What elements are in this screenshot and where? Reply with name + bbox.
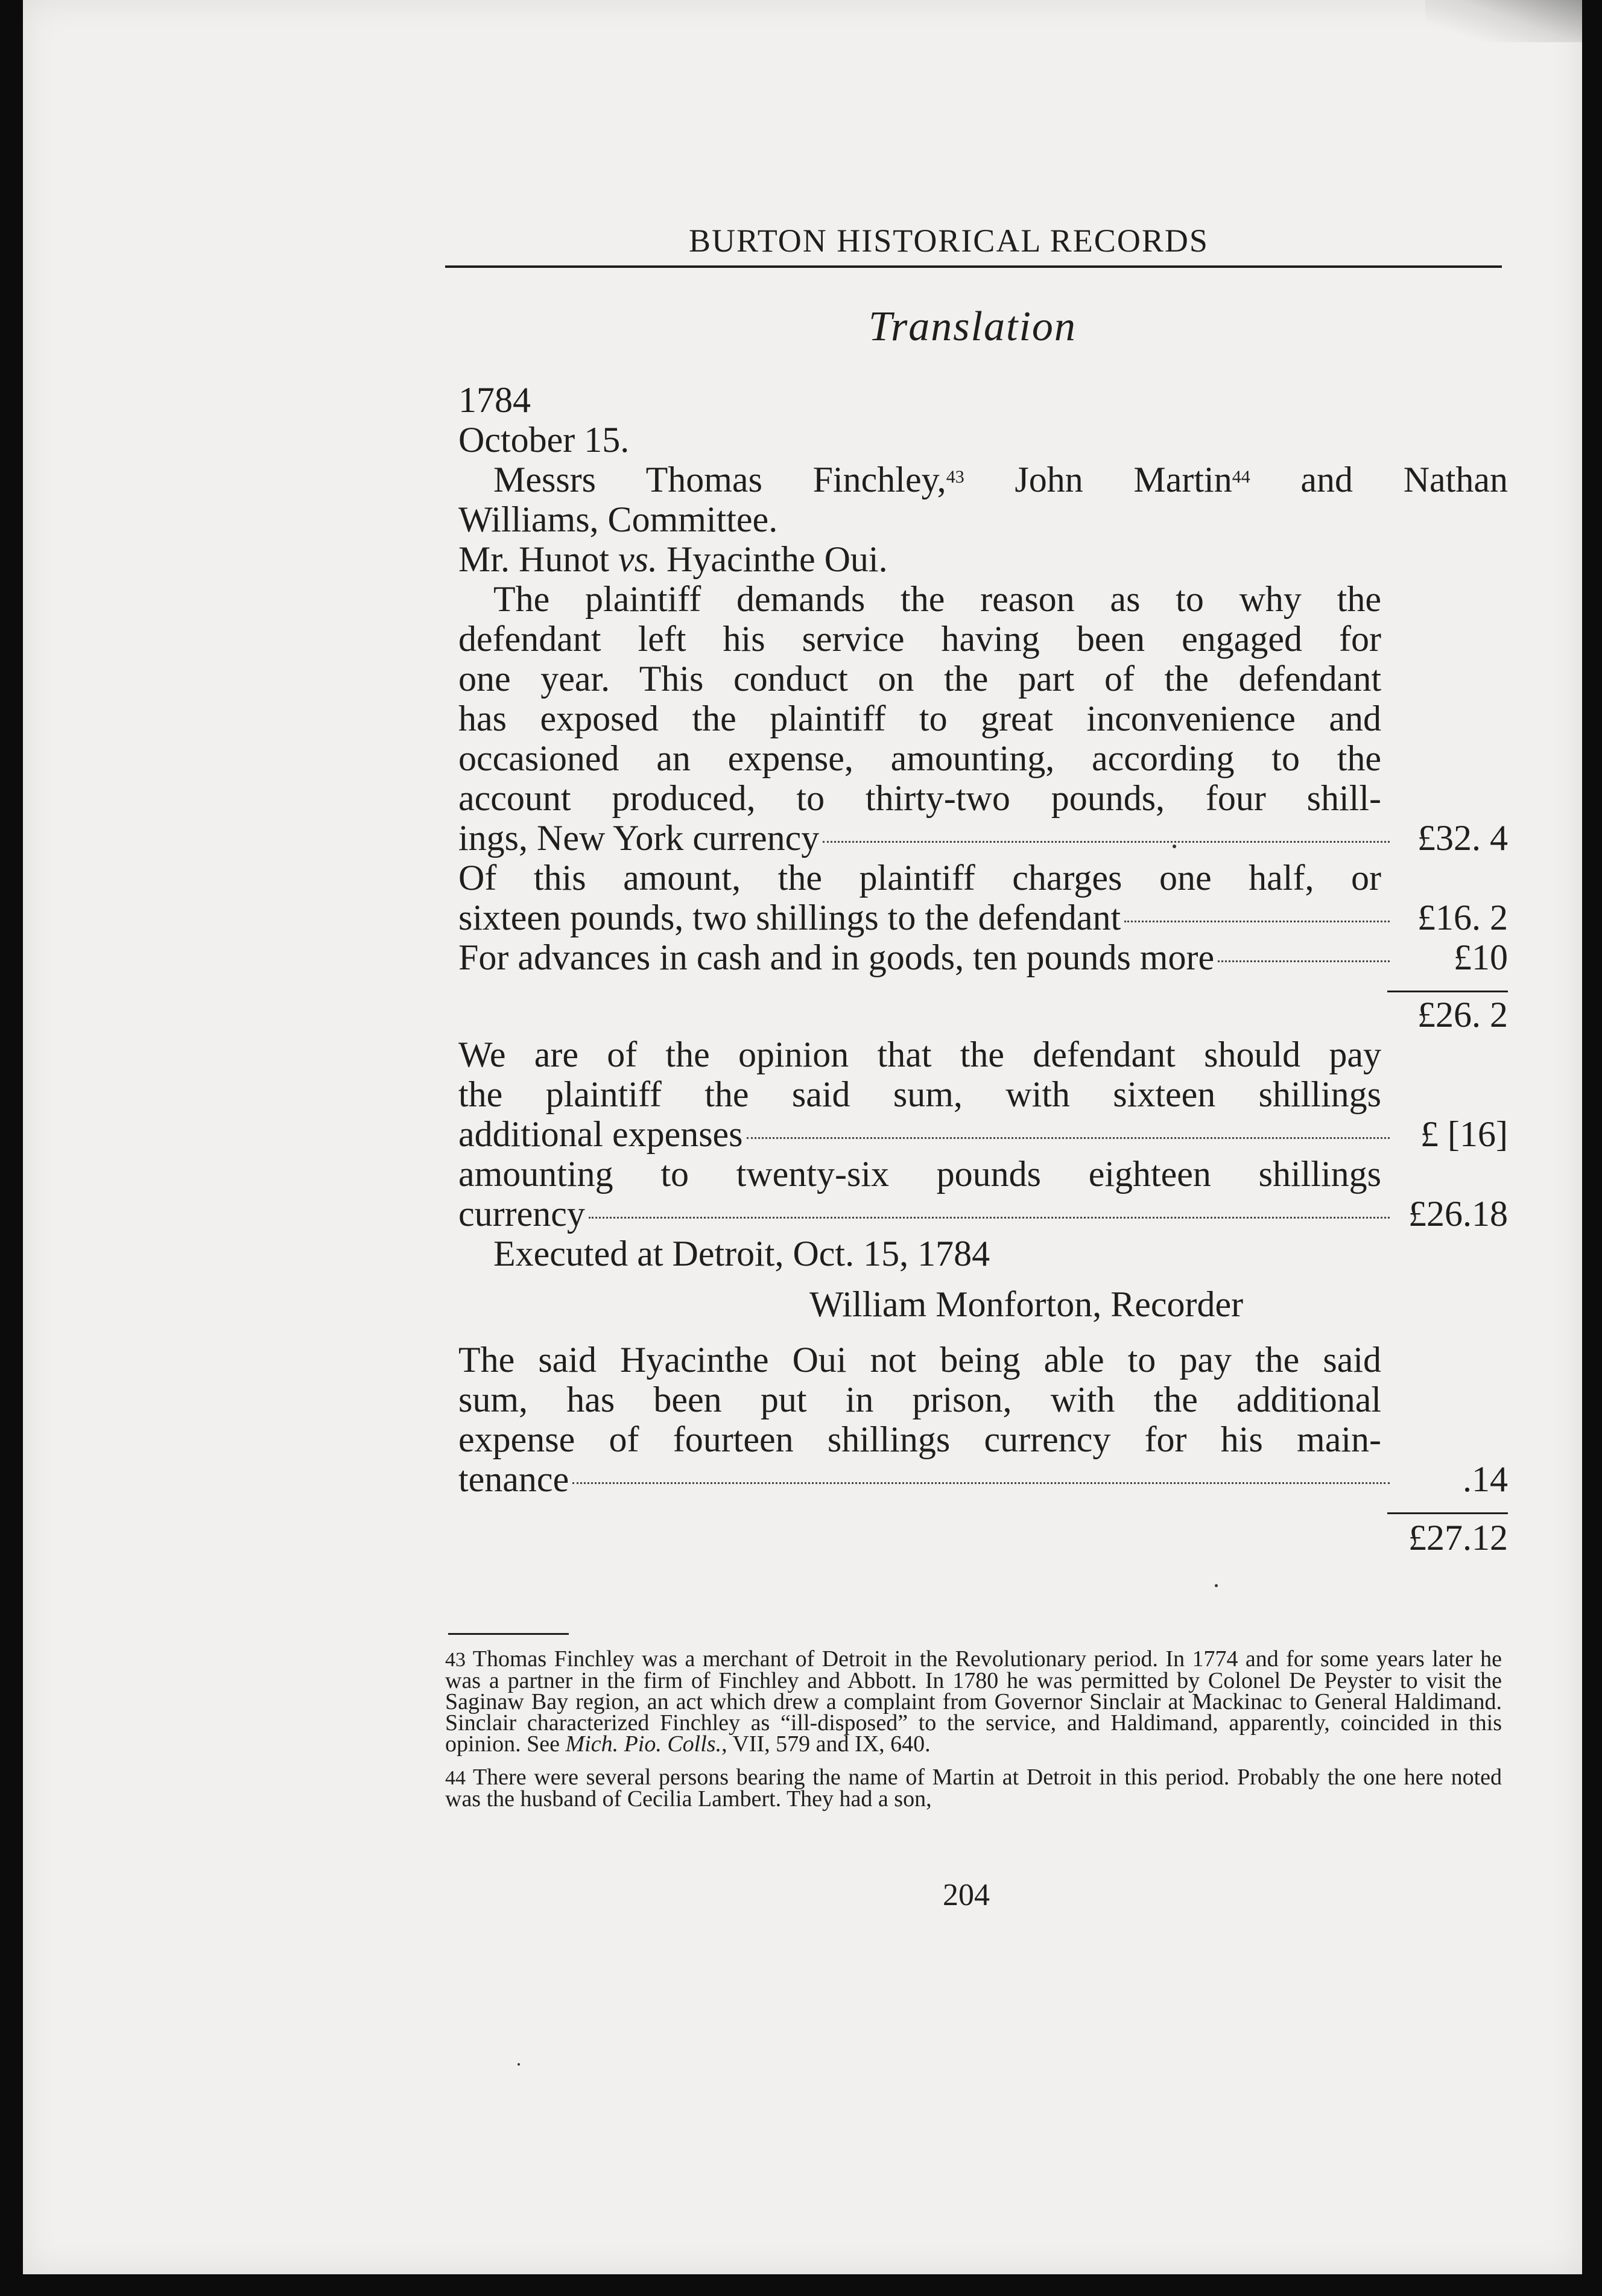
ledger-item	[458, 818, 1508, 858]
subtotal-amount: £26. 2	[1417, 995, 1508, 1035]
case-defendant: Hyacinthe Oui.	[657, 539, 888, 579]
ledger-item-amount: £32. 4	[1417, 818, 1508, 858]
footnote-ref-43: 43	[946, 467, 964, 487]
dot-leader	[572, 1482, 1390, 1484]
footnote-43	[445, 1646, 1502, 1757]
dot-leader	[589, 1217, 1390, 1219]
case-versus: vs.	[618, 539, 658, 579]
record-body	[458, 380, 1508, 1558]
dot-leader	[1124, 921, 1390, 922]
footnote-43-text: Thomas Finchley was a merchant of Detroit in the Revolutionary period. In 1774 and for some years later he was a partner in the firm of Finchley and Abbott. In 1780 he was permitted by Colonel De Peyster to visit the Saginaw Bay region, an act which drew a complaint from Governor Sinclair at Mackinac to General Haldimand. Sinclair characterized Finchley as “ill-disposed” to the service, and Haldimand, apparently, coincided in this opinion. See	[445, 1646, 1502, 1757]
paper-speck	[518, 2063, 520, 2066]
committee-text-c: and Nathan	[1250, 460, 1508, 499]
half-line: Of this amount, the plaintiff charges one half, or	[458, 858, 1381, 898]
para1-line: one year. This conduct on the part of the defendant	[458, 659, 1381, 699]
paper-speck	[1215, 1584, 1218, 1587]
footnote-44-text: There were several persons bearing the name of Martin at Detroit in this period. Probably the one here noted was the husband of Cecilia Lambert. They had a son,	[445, 1765, 1502, 1812]
entry-year: 1784	[458, 380, 531, 420]
total-amount: £27.12	[1408, 1518, 1508, 1558]
recorder-signature: William Monforton, Recorder	[809, 1284, 1244, 1324]
ledger-item-text: ings, New York currency	[458, 818, 820, 858]
amounting-line: amounting to twenty-six pounds eighteen shillings	[458, 1154, 1381, 1194]
footnote-rule	[448, 1633, 569, 1635]
subtotal-rule	[1387, 991, 1508, 992]
dot-leader	[823, 841, 1390, 843]
case-line	[458, 539, 1508, 579]
dot-leader	[747, 1137, 1390, 1139]
para1-line: occasioned an expense, amounting, according to the	[458, 738, 1381, 778]
footnote-ref-44: 44	[1232, 467, 1250, 487]
para1-line: has exposed the plaintiff to great inconvenience and	[458, 699, 1381, 738]
page-number: 204	[943, 1878, 990, 1912]
opinion-line: the plaintiff the said sum, with sixteen shillings	[458, 1074, 1381, 1114]
ledger-item	[458, 1194, 1508, 1234]
para1-line: The plaintiff demands the reason as to why the	[493, 579, 1381, 619]
footnote-43-text-end: , VII, 579 and IX, 640.	[721, 1731, 931, 1757]
ledger-item-amount: £10	[1454, 937, 1508, 977]
footnotes	[445, 1646, 1502, 1812]
opinion-line: We are of the opinion that the defendant should pay	[458, 1035, 1381, 1074]
ledger-item-amount: £ [16]	[1420, 1114, 1508, 1154]
section-title: Translation	[869, 303, 1077, 350]
executed-line: Executed at Detroit, Oct. 15, 1784	[493, 1234, 990, 1273]
ledger-item	[458, 1114, 1508, 1154]
ledger-item-text: additional expenses	[458, 1114, 743, 1154]
dot-leader	[1218, 960, 1390, 962]
case-plaintiff: Mr. Hunot	[458, 539, 619, 579]
total-rule	[1387, 1512, 1508, 1514]
ledger-item-amount: .14	[1463, 1459, 1508, 1499]
ledger-item-text: For advances in cash and in goods, ten pounds more	[458, 937, 1215, 977]
ledger-item-amount: £16. 2	[1417, 898, 1508, 937]
entry-date: October 15.	[458, 420, 630, 460]
ledger-item-text: tenance	[458, 1459, 569, 1499]
footnote-43-number: 43	[445, 1649, 466, 1671]
running-head: BURTON HISTORICAL RECORDS	[689, 223, 1209, 259]
ledger-item	[458, 937, 1508, 977]
header-rule	[445, 265, 1502, 268]
ledger-item	[458, 1459, 1508, 1499]
footnote-44	[445, 1767, 1502, 1810]
committee-line-2: Williams, Committee.	[458, 499, 778, 539]
prison-line: sum, has been put in prison, with the additional	[458, 1380, 1381, 1419]
para1-line: account produced, to thirty-two pounds, four shill-	[458, 778, 1381, 818]
prison-line: The said Hyacinthe Oui not being able to pay the said	[458, 1340, 1381, 1380]
footnote-44-number: 44	[445, 1767, 466, 1789]
committee-text-b: John Martin	[964, 460, 1232, 499]
committee-text-a: Messrs Thomas Finchley,	[493, 460, 946, 499]
ledger-item	[458, 898, 1508, 937]
footnote-43-citation: Mich. Pio. Colls.	[565, 1731, 722, 1757]
book-page	[23, 0, 1582, 2274]
para1-line: defendant left his service having been engaged for	[458, 619, 1381, 659]
committee-line	[458, 460, 1508, 499]
paper-speck	[1173, 845, 1176, 848]
ledger-item-amount: £26.18	[1408, 1194, 1508, 1234]
prison-line: expense of fourteen shillings currency for his main-	[458, 1419, 1381, 1459]
ledger-item-text: sixteen pounds, two shillings to the defendant	[458, 898, 1121, 937]
ledger-item-text: currency	[458, 1194, 585, 1234]
page-corner-shadow	[1425, 0, 1582, 42]
